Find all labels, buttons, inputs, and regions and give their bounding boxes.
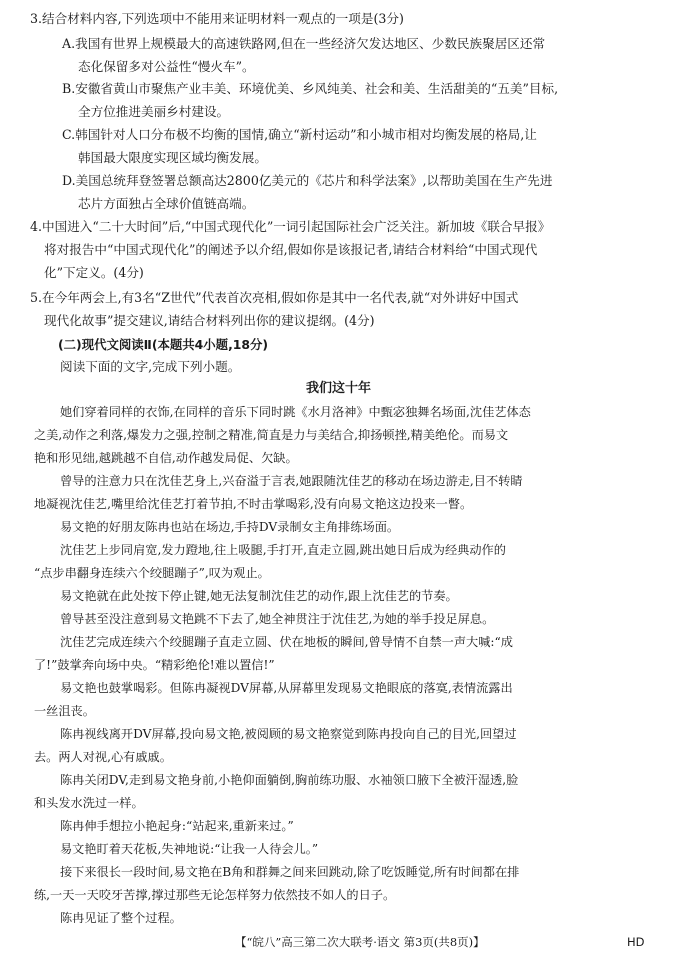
q3-option-b-line1: B.安徽省黄山市聚焦产业丰美、环境优美、乡风纯美、社会和美、生活甜美的“五美”目标, — [62, 81, 559, 96]
q3-option-a-line1: A.我国有世界上规模最大的高速铁路网,但在一些经济欠发达地区、少数民族聚居区还常 — [62, 36, 546, 51]
question-5-line2: 现代化故事”提交建议,请结合材料列出你的建议提纲。(4分) — [44, 313, 375, 328]
article-p8-line1: 易文艳也鼓掌喝彩。但陈冉凝视DV屏幕,从屏幕里发现易文艳眼底的落寞,表情流露出 — [60, 681, 513, 695]
article-p9-line2: 去。两人对视,心有戚戚。 — [34, 750, 172, 764]
q3-option-d-line1: D.美国总统拜登签署总额高达2800亿美元的《芯片和科学法案》,以帮助美国在生产先进 — [62, 173, 553, 188]
question-4-line3: 化”下定义。(4分) — [44, 265, 144, 280]
question-4-line2: 将对报告中“中国式现代化”的阐述予以介绍,假如你是该报记者,请结合材料给“中国式现代 — [44, 242, 538, 257]
article-p1-line1: 她们穿着同样的衣饰,在同样的音乐下同时跳《水月洛神》中甄宓独舞名场面,沈佳艺体态 — [60, 405, 531, 419]
article-p10-line2: 和头发水洗过一样。 — [34, 796, 144, 810]
q3-option-c-line1: C.韩国针对人口分布极不均衡的国情,确立“新村运动”和小城市相对均衡发展的格局,让 — [62, 127, 537, 142]
q3-option-d-line2: 芯片方面独占全球价值链高端。 — [78, 196, 255, 211]
article-p4-line2: “点步串翻身连续六个绞腿蹦子”,叹为观止。 — [34, 566, 270, 580]
article-p7-line2: 了!”鼓掌奔向场中央。“精彩绝伦!难以置信!” — [34, 658, 275, 672]
article-p1-line3: 艳和形见绌,越跳越不自信,动作越发局促、欠缺。 — [34, 451, 298, 465]
article-p13-line2: 练,一天一天咬牙苦撑,撑过那些无论怎样努力依然技不如人的日子。 — [34, 888, 396, 902]
article-p12-line1: 易文艳盯着天花板,失神地说:“让我一人待会儿。” — [60, 842, 319, 856]
article-p9-line1: 陈冉视线离开DV屏幕,投向易文艳,被阅顾的易文艳察觉到陈冉投向自己的目光,回望过 — [60, 727, 517, 741]
article-p1-line2: 之美,动作之利落,爆发力之强,控制之精准,简直是力与美结合,抑扬顿挫,精美绝伦。而易文 — [34, 428, 509, 442]
question-5-line1: 5.在今年两会上,有3名“Z世代”代表首次亮相,假如你是其中一名代表,就“对外讲好中国式 — [30, 290, 519, 305]
footer-text: 【“皖八”高三第二次大联考·语文 第3页(共8页)】 — [235, 935, 485, 949]
section-instruction: 阅读下面的文字,完成下列小题。 — [60, 359, 241, 374]
article-p7-line1: 沈佳艺完成连续六个绞腿蹦子直走立圆、伏在地板的瞬间,曾导情不自禁一声大喊:“成 — [60, 635, 513, 649]
article-p5-line1: 易文艳就在此处按下停止键,她无法复制沈佳艺的动作,跟上沈佳艺的节奏。 — [60, 589, 458, 603]
article-p10-line1: 陈冉关闭DV,走到易文艳身前,小艳仰面躺倒,胸前练功服、水袖领口腋下全被汗湿透,脸 — [60, 773, 519, 787]
article-p11-line1: 陈冉伸手想拉小艳起身:“站起来,重新来过。” — [60, 819, 294, 833]
article-p4-line1: 沈佳艺上步同肩宽,发力蹬地,往上吸腿,手打开,直走立圆,跳出她日后成为经典动作的 — [60, 543, 506, 557]
article-p8-line2: 一丝沮丧。 — [34, 704, 95, 718]
article-p3-line1: 易文艳的好朋友陈冉也站在场边,手持DV录制女主角排练场面。 — [60, 520, 400, 534]
article-title: 我们这十年 — [305, 381, 371, 396]
footer-tag: HD — [627, 935, 645, 949]
article-p2-line1: 曾导的注意力只在沈佳艺身上,兴奋溢于言表,她跟随沈佳艺的移动在场边游走,目不转睛 — [60, 474, 523, 488]
article-p14-line1: 陈冉见证了整个过程。 — [60, 911, 182, 925]
article-p2-line2: 地凝视沈佳艺,嘴里给沈佳艺打着节拍,不时击掌喝彩,没有向易文艳这边投来一瞥。 — [34, 497, 473, 511]
question-3-stem: 3.结合材料内容,下列选项中不能用来证明材料一观点的一项是(3分) — [30, 11, 404, 26]
q3-option-a-line2: 态化保留多对公益性“慢火车”。 — [78, 59, 255, 74]
article-p6-line1: 曾导甚至没注意到易文艳跳不下去了,她全神贯注于沈佳艺,为她的举手投足屏息。 — [60, 612, 495, 626]
section-heading: (二)现代文阅读Ⅱ(本题共4小题,18分) — [58, 337, 269, 352]
q3-option-b-line2: 全方位推进美丽乡村建设。 — [78, 104, 230, 119]
article-p13-line1: 接下来很长一段时间,易文艳在B角和群舞之间来回跳动,除了吃饭睡觉,所有时间都在排 — [60, 865, 520, 879]
q3-option-c-line2: 韩国最大限度实现区域均衡发展。 — [78, 150, 267, 165]
question-4-line1: 4.中国进入“二十大时间”后,“中国式现代化”一词引起国际社会广泛关注。新加坡《联合早报》 — [30, 219, 551, 234]
